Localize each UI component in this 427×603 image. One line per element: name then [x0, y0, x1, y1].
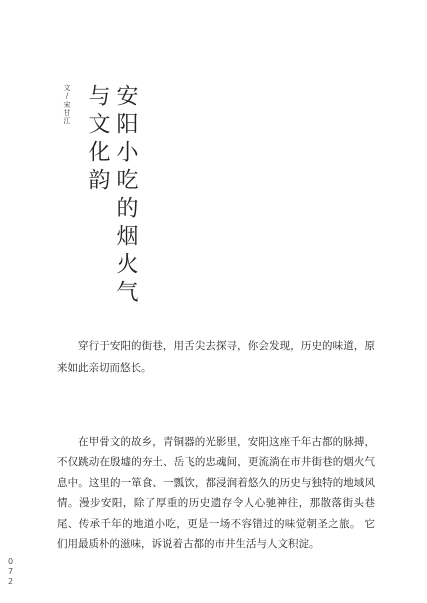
article-author: 文/宋甘江	[63, 84, 71, 125]
page-number: 072	[6, 557, 15, 587]
article-title-line-1: 安阳小吃的烟火气	[113, 84, 138, 308]
article-body-paragraph: 在甲骨文的故乡，青铜器的光影里，安阳这座千年古都的脉搏，不仅跳动在殷墟的夯土、岳飞的忠魂间，更流淌在市井街巷的烟火气息中。这里的一箪食、一瓢饮，都浸润着悠久的历史与独特的地域风情。漫步安阳，除了厚重的历史遗存令人心驰神往，那散落街头巷尾、传承千年的地道小吃，更是一场不容错过的味觉朝圣之旅。 它们用最质朴的滋味，诉说着古都的市井生活与人文积淀。	[57, 436, 375, 551]
article-intro: 穿行于安阳的街巷，用舌尖去探寻，你会发现，历史的味道，原来如此亲切而悠长。	[57, 340, 375, 374]
article-title-line-2: 与文化韵	[85, 84, 110, 196]
